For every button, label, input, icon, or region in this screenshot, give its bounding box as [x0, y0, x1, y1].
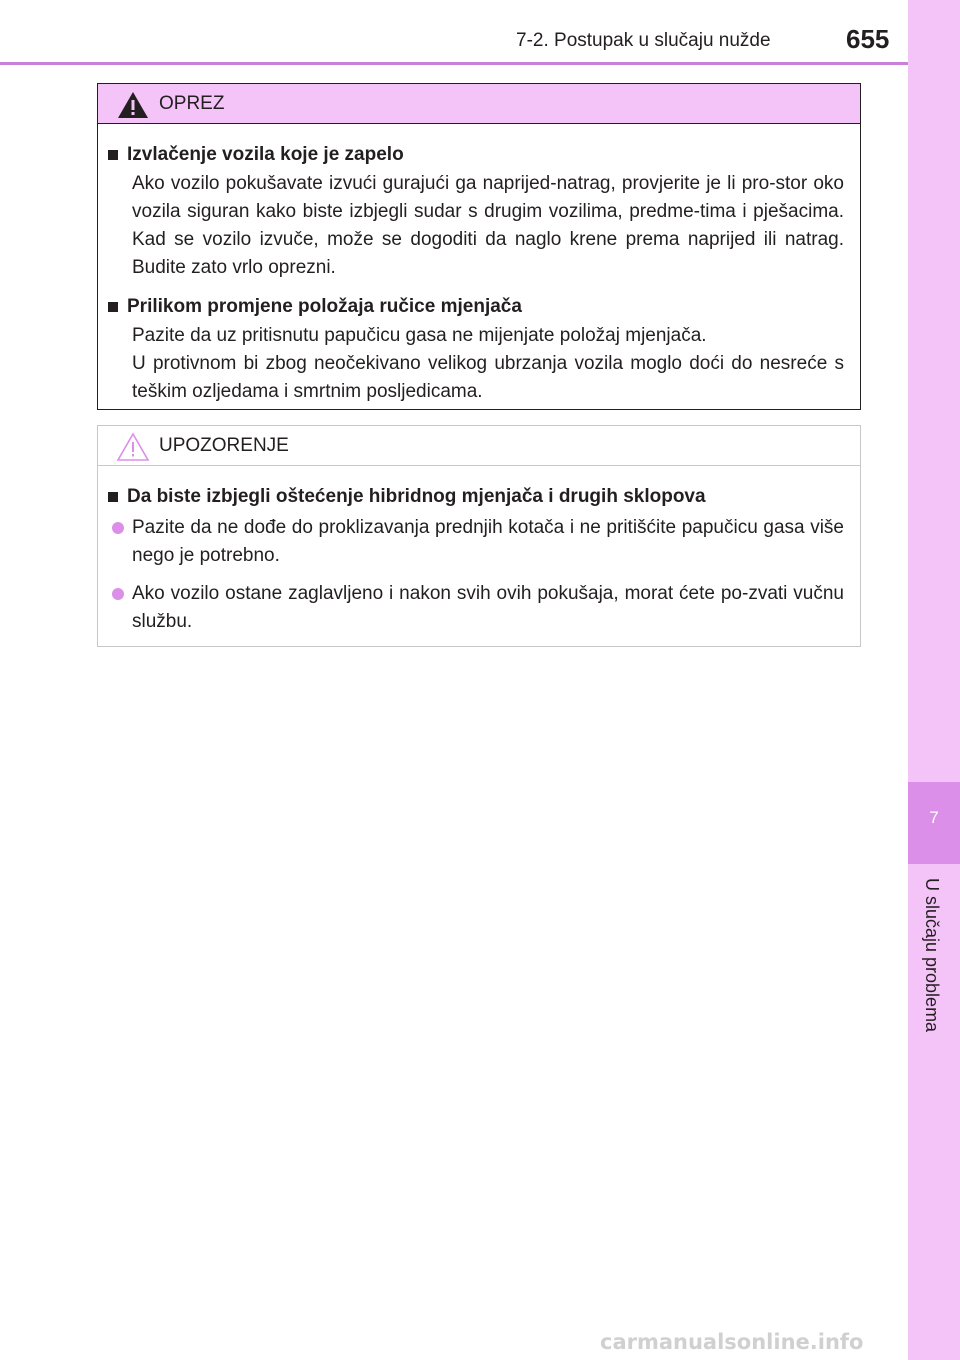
caution-item-heading-text: Izvlačenje vozila koje je zapelo	[127, 144, 404, 165]
caution-item-paragraph: Ako vozilo pokušavate izvući gurajući ga naprijed-natrag, provjerite je li pro-stor oko vozila siguran kako biste izbjegli sudar s drugim vozilima, predme-tima i pješacima. Kad se vozilo izvuče, može se dogoditi da naglo krene prema naprijed ili natrag. Budite zato vrlo oprezni.	[132, 173, 844, 278]
header-rule	[0, 62, 908, 65]
caution-box	[97, 83, 861, 410]
notice-title: UPOZORENJE	[159, 435, 289, 456]
chapter-title: U slučaju problema	[922, 878, 942, 1033]
caution-item-paragraph: U protivnom bi zbog neočekivano velikog ubrzanja vozila moglo doći do nesreće s teškim ozljedama i smrtnim posljedicama.	[132, 353, 844, 402]
footer-watermark: carmanualsonline.info	[600, 1330, 864, 1354]
notice-bullet-text: Pazite da ne dođe do proklizavanja prednjih kotača i ne pritišćite papučicu gasa više nego je potrebno.	[132, 517, 844, 566]
caution-title: OPREZ	[159, 93, 225, 114]
round-bullet-icon	[112, 588, 124, 600]
notice-bullet	[112, 514, 844, 570]
notice-heading	[106, 484, 844, 510]
caution-item	[106, 142, 844, 282]
notice-header	[98, 426, 860, 466]
caution-item-heading-text: Prilikom promjene položaja ručice mjenjača	[127, 296, 522, 317]
section-title: 7-2. Postupak u slučaju nužde	[516, 30, 771, 51]
warning-outline-icon	[116, 432, 150, 462]
notice-bullet	[112, 580, 844, 636]
warning-triangle-icon	[116, 90, 150, 120]
notice-heading-text: Da biste izbjegli oštećenje hibridnog mjenjača i drugih sklopova	[127, 486, 706, 507]
notice-body	[98, 466, 860, 636]
chapter-number: 7	[929, 808, 939, 827]
chapter-side-tab	[908, 0, 960, 1360]
notice-bullet-text: Ako vozilo ostane zaglavljeno i nakon svih ovih pokušaja, morat ćete po-zvati vučnu službu.	[132, 583, 844, 632]
round-bullet-icon	[112, 522, 124, 534]
square-bullet-icon	[108, 302, 118, 312]
square-bullet-icon	[108, 492, 118, 502]
caution-body	[98, 124, 860, 406]
square-bullet-icon	[108, 150, 118, 160]
notice-box	[97, 425, 861, 647]
page-number: 655	[846, 24, 890, 54]
caution-item-heading	[106, 294, 844, 320]
caution-header	[98, 84, 860, 124]
caution-item-heading	[106, 142, 844, 168]
caution-item-paragraph: Pazite da uz pritisnutu papučicu gasa ne mijenjate položaj mjenjača.	[132, 325, 707, 346]
caution-item	[106, 294, 844, 406]
